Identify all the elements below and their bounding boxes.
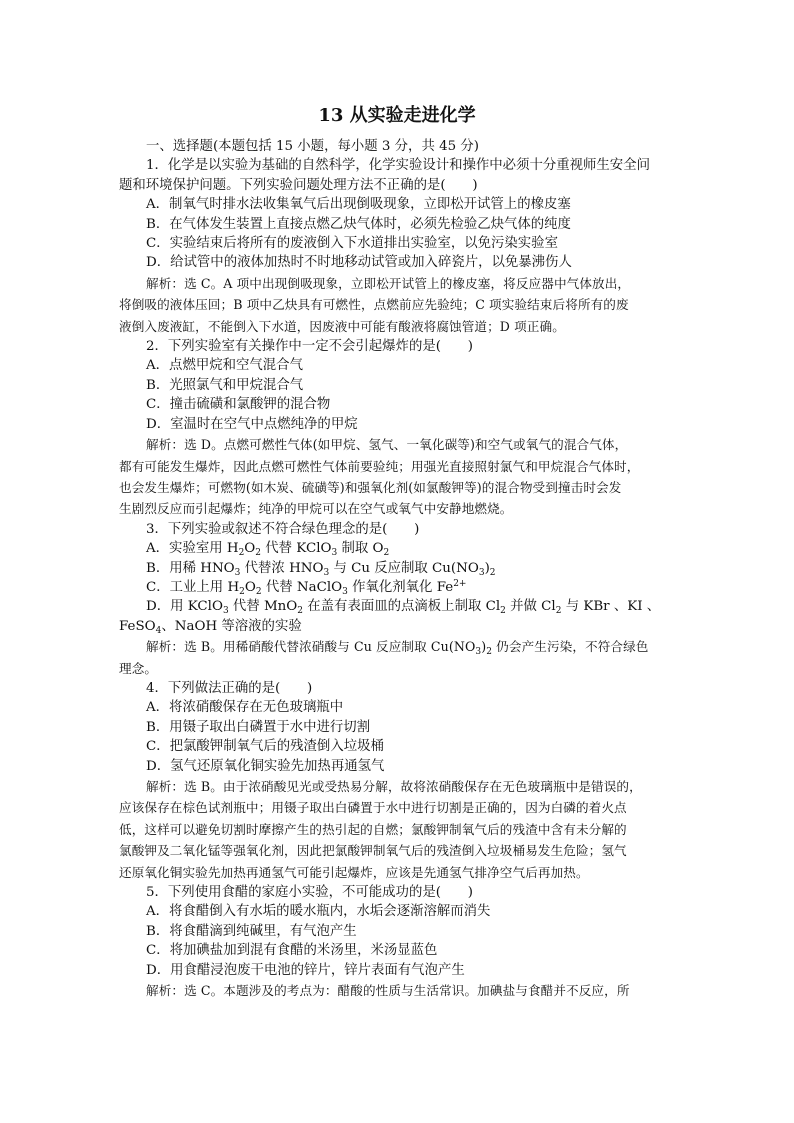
question-3-option-c: C．工业上用 $H_2O_2$ 代替 NaClO$_3$ 作氧化剂氧化 $Fe^{2+}$: [146, 578, 467, 597]
question-3-option-d: D．用 KClO$_3$ 代替 MnO$_2$ 在盖有表面皿的点滴板上制取 $Cl_2$ 并做 $Cl_2$ 与 KBr 、KI 、: [146, 599, 661, 617]
question-3-stem: 3．下列实验或叙述不符合绿色理念的是( ): [146, 521, 420, 537]
question-3-option-a: A．实验室用 $H_2O_2$ 代替 KClO$_3$ 制取 $O_2$: [146, 541, 390, 559]
question-4-solution-line-2: 应该保存在棕色试剂瓶中；用镊子取出白磷置于水中进行切割是正确的，因为白磷的着火点: [119, 800, 627, 816]
question-4-stem: 4．下列做法正确的是( ): [146, 680, 313, 696]
question-2-solution-line-4: 生剧烈反应而引起爆炸；纯净的甲烷可以在空气或氧气中安静地燃烧。: [119, 501, 513, 517]
question-5-solution: 解析：选 C。本题涉及的考点为：醋酸的性质与生活常识。加碘盐与食醋并不反应，所: [146, 983, 630, 999]
question-2-option-c: C．撞击硫磺和氯酸钾的混合物: [146, 397, 331, 413]
question-2-solution-line-3: 也会发生爆炸；可燃物(如木炭、硫磺等)和强氧化剂(如氯酸钾等)的混合物受到撞击时会发: [119, 479, 622, 495]
question-3-solution: 解析：选 B。用稀硝酸代替浓硝酸与 Cu 反应制取 $Cu(NO_3)_2$ 仍会产生污染，不符合绿色: [146, 639, 649, 658]
page-title: 13 从实验走进化学: [318, 105, 476, 126]
question-1-solution: 解析：选 C。A 项中出现倒吸现象，立即松开试管上的橡皮塞，将反应器中气体放出，: [146, 275, 631, 291]
question-2-option-a: A．点燃甲烷和空气混合气: [146, 358, 303, 374]
question-2-option-b: B．光照氯气和甲烷混合气: [146, 377, 304, 393]
question-2-solution: 解析：选 D。点燃可燃性气体(如甲烷、氢气、一氧化碳等)和空气或氧气的混合气体，: [146, 437, 628, 453]
question-1-option-c: C．实验结束后将所有的废液倒入下水道排出实验室，以免污染实验室: [146, 236, 558, 252]
question-5-stem: 5．下列使用食醋的家庭小实验，不可能成功的是( ): [146, 885, 473, 901]
question-4-option-b: B．用镊子取出白磷置于水中进行切割: [146, 719, 371, 735]
question-4-solution-line-5: 还原氧化铜实验先加热再通氢气可能引起爆炸，应该是先通氢气排净空气后再加热。: [119, 864, 589, 880]
question-4-option-a: A．将浓硝酸保存在无色玻璃瓶中: [146, 700, 344, 716]
question-1-solution-line-3: 液倒入废液缸，不能倒入下水道，因废液中可能有酸液将腐蚀管道；D 项正确。: [119, 318, 565, 334]
question-3-option-b: B．用稀 $HNO_3$ 代替浓 $HNO_3$ 与 Cu 反应制取 $Cu(NO_3)_2$: [146, 560, 496, 578]
document-body: [119, 137, 675, 1001]
question-4-option-d: D．氢气还原氧化铜实验先加热再通氢气: [146, 758, 385, 774]
question-1-option-d: D．给试管中的液体加热时不时地移动试管或加入碎瓷片，以免暴沸伤人: [146, 255, 572, 271]
question-4-solution-line-3: 低，这样可以避免切割时摩擦产生的热引起的自燃；氯酸钾制氧气后的残渣中含有未分解的: [119, 821, 627, 837]
question-2-solution-line-2: 都有可能发生爆炸，因此点燃可燃性气体前要验纯；用强光直接照射氯气和甲烷混合气体时，: [119, 458, 640, 474]
question-4-option-c: C．把氯酸钾制氧气后的残渣倒入垃圾桶: [146, 739, 384, 755]
question-4-solution-line-4: 氯酸钾及二氧化锰等强氧化剂，因此把氯酸钾制氧气后的残渣倒入垃圾桶易发生危险；氢气: [119, 843, 627, 859]
question-2-option-d: D．室温时在空气中点燃纯净的甲烷: [146, 416, 358, 432]
question-1-solution-line-2: 将倒吸的液体压回；B 项中乙炔具有可燃性，点燃前应先验纯；C 项实验结束后将所有的废: [119, 297, 629, 313]
question-5-option-c: C．将加碘盐加到混有食醋的米汤里，米汤显蓝色: [146, 943, 438, 959]
question-3-solution-line-2: 理念。: [119, 660, 158, 676]
question-2-stem: 2．下列实验室有关操作中一定不会引起爆炸的是( ): [146, 339, 473, 355]
question-1-option-b: B．在气体发生装置上直接点燃乙炔气体时，必须先检验乙炔气体的纯度: [146, 216, 571, 232]
question-5-option-d: D．用食醋浸泡废干电池的锌片，锌片表面有气泡产生: [146, 962, 465, 978]
question-1-option-a: A．制氧气时排水法收集氧气后出现倒吸现象，立即松开试管上的橡皮塞: [146, 197, 571, 213]
question-5-option-a: A．将食醋倒入有水垢的暖水瓶内，水垢会逐渐溶解而消失: [146, 904, 491, 920]
question-1-stem: 1．化学是以实验为基础的自然科学，化学实验设计和操作中必须十分重视师生安全问: [146, 158, 650, 174]
section-heading: 一、选择题(本题包括 15 小题，每小题 3 分，共 45 分): [146, 139, 480, 154]
question-1-stem-cont: 题和环境保护问题。下列实验问题处理方法不正确的是( ): [119, 177, 478, 193]
question-5-option-b: B．将食醋滴到纯碱里，有气泡产生: [146, 923, 357, 939]
question-3-option-d-cont: FeSO$_4$、NaOH 等溶液的实验: [119, 618, 302, 636]
question-4-solution: 解析：选 B。由于浓硝酸见光或受热易分解，故将浓硝酸保存在无色玻璃瓶中是错误的，: [146, 779, 642, 794]
